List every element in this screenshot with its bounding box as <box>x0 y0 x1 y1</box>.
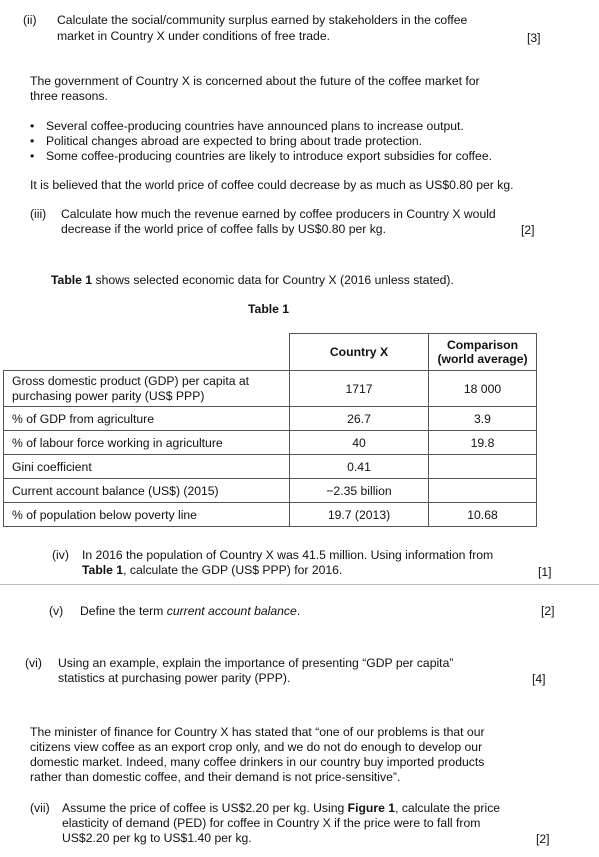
table-row <box>4 371 537 407</box>
table-cell <box>429 479 537 503</box>
table-cell: % of GDP from agriculture <box>4 407 290 431</box>
question-number: (vii) <box>30 801 50 815</box>
marks-label: [3] <box>527 31 541 45</box>
question-text: US$2.20 per kg to US$1.40 per kg. <box>62 831 252 845</box>
list-item: • Political changes abroad are expected to bring about trade protection. <box>30 134 423 148</box>
question-number: (iii) <box>30 207 47 221</box>
table-cell: 3.9 <box>429 407 537 431</box>
table-row <box>4 503 537 527</box>
table-row <box>4 431 537 455</box>
table-row <box>4 455 537 479</box>
table-header-cell <box>4 334 290 371</box>
minister-text: domestic market. Indeed, many coffee drinkers in our country buy imported products <box>30 755 485 769</box>
table-cell: % of population below poverty line <box>4 503 290 527</box>
table-cell: Gini coefficient <box>4 455 290 479</box>
belief-text: It is believed that the world price of coffee could decrease by as much as US$0.80 per kg. <box>30 178 514 192</box>
table-cell: 10.68 <box>429 503 537 527</box>
bullet-icon: • <box>30 149 35 163</box>
question-text: In 2016 the population of Country X was 41.5 million. Using information from <box>82 548 494 562</box>
marks-label: [4] <box>532 672 546 686</box>
table-header-row <box>4 334 537 371</box>
marks-label: [2] <box>521 223 535 237</box>
table-cell: % of labour force working in agriculture <box>4 431 290 455</box>
question-text: Assume the price of coffee is US$2.20 per kg. Using Figure 1, calculate the price <box>62 801 501 815</box>
table-row <box>4 479 537 503</box>
list-item: • Several coffee-producing countries have announced plans to increase output. <box>30 119 464 133</box>
question-number: (vi) <box>25 656 42 670</box>
list-item: • Some coffee-producing countries are likely to introduce export subsidies for coffee. <box>30 149 492 163</box>
question-text: Table 1, calculate the GDP (US$ PPP) for 2016. <box>82 563 343 577</box>
table-cell: 40 <box>290 431 429 455</box>
question-text: decrease if the world price of coffee falls by US$0.80 per kg. <box>61 222 386 236</box>
table-cell: 26.7 <box>290 407 429 431</box>
question-text: Using an example, explain the importance of presenting “GDP per capita” <box>58 656 454 670</box>
question-text: market in Country X under conditions of free trade. <box>57 29 331 43</box>
minister-text: rather than domestic coffee, and their demand is not price-sensitive”. <box>30 770 401 784</box>
table-cell: 18 000 <box>429 371 537 407</box>
minister-text: The minister of finance for Country X has stated that “one of our problems is that our <box>30 725 485 739</box>
bullet-icon: • <box>30 134 35 148</box>
question-number: (iv) <box>52 548 69 562</box>
table-cell <box>429 455 537 479</box>
table-cell: 0.41 <box>290 455 429 479</box>
intro-text: The government of Country X is concerned about the future of the coffee market for <box>30 74 480 88</box>
table-cell: 19.7 (2013) <box>290 503 429 527</box>
table-title: Table 1 <box>248 302 290 316</box>
intro-text: three reasons. <box>30 89 108 103</box>
table-intro: Table 1 shows selected economic data for Country X (2016 unless stated). <box>51 273 454 287</box>
table-cell: Gross domestic product (GDP) per capita at purchasing power parity (US$ PPP) <box>4 371 290 407</box>
marks-label: [2] <box>536 832 550 846</box>
question-text: statistics at purchasing power parity (PPP). <box>58 671 291 685</box>
question-text: Calculate the social/community surplus earned by stakeholders in the coffee <box>57 13 468 27</box>
reasons-list <box>30 119 492 164</box>
marks-label: [1] <box>538 565 552 579</box>
table-row <box>4 407 537 431</box>
minister-text: citizens view coffee as an export crop only, and we do not do enough to develop our <box>30 740 483 754</box>
table-cell: 19.8 <box>429 431 537 455</box>
question-text: Calculate how much the revenue earned by coffee producers in Country X would <box>61 207 496 221</box>
question-text: elasticity of demand (PED) for coffee in Country X if the price were to fall from <box>62 816 481 830</box>
marks-label: [2] <box>541 604 555 618</box>
data-table <box>3 333 537 527</box>
table-cell: −2.35 billion <box>290 479 429 503</box>
bullet-icon: • <box>30 119 35 133</box>
table-header-cell: Country X <box>290 334 429 371</box>
question-number: (v) <box>49 604 64 618</box>
divider <box>0 584 599 585</box>
question-number: (ii) <box>23 13 37 27</box>
question-text: Define the term current account balance. <box>80 604 301 618</box>
table-cell: 1717 <box>290 371 429 407</box>
table-cell: Current account balance (US$) (2015) <box>4 479 290 503</box>
table-header-cell: Comparison (world average) <box>429 334 537 371</box>
